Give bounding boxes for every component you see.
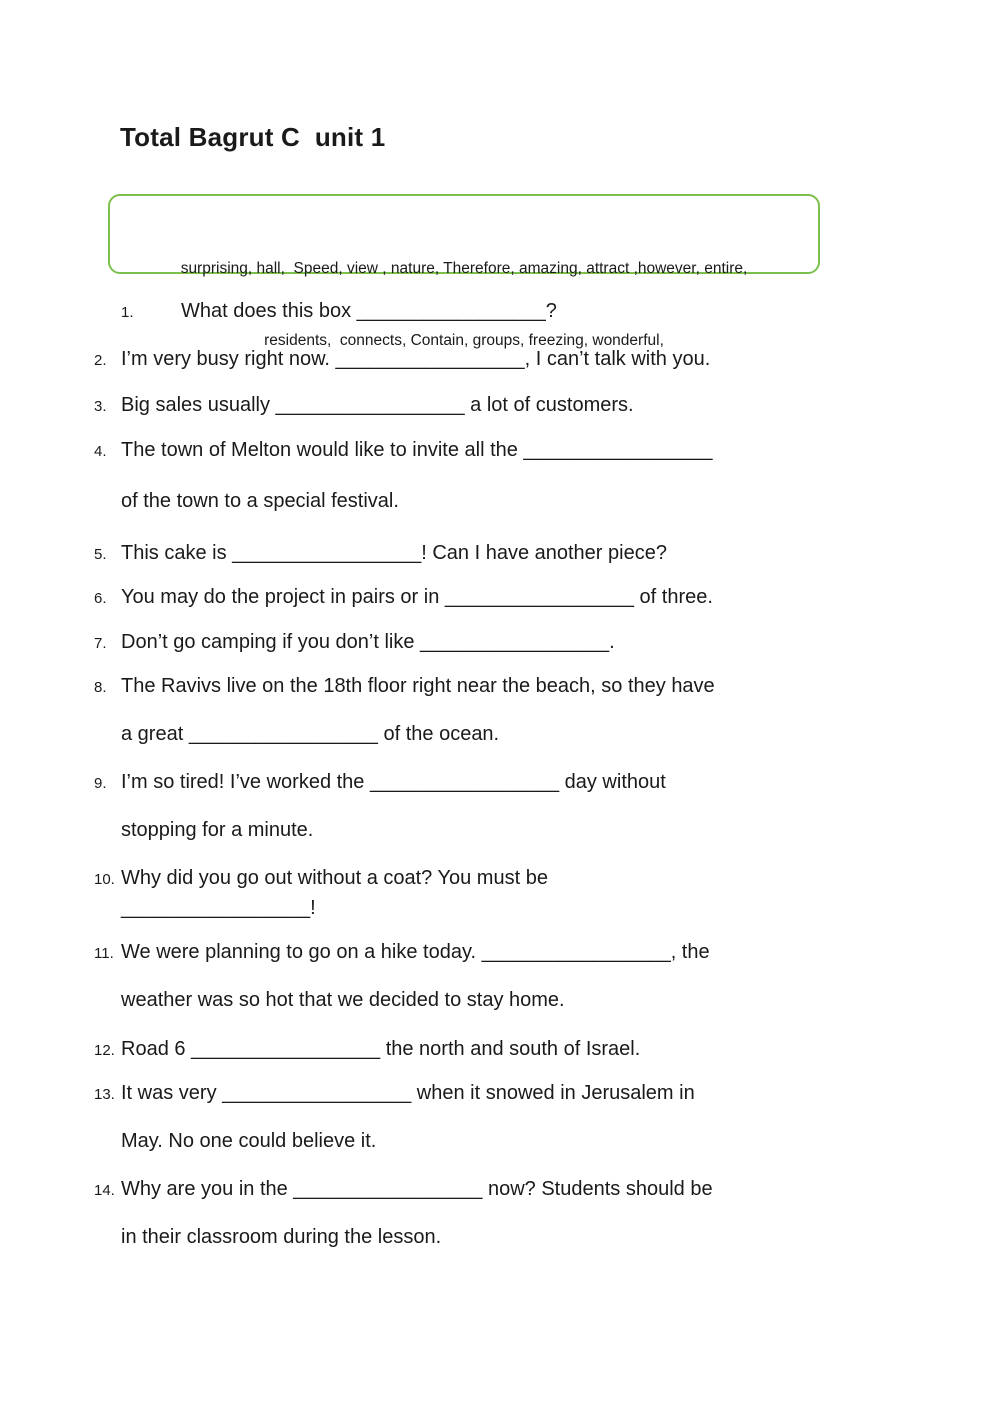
question-number: 1. <box>121 304 134 321</box>
question-number: 8. <box>94 679 107 696</box>
question-number: 9. <box>94 775 107 792</box>
question-text: Why did you go out without a coat? You must be <box>121 867 548 889</box>
question-number: 6. <box>94 590 107 607</box>
question-number: 4. <box>94 443 107 460</box>
word-bank-line-1: surprising, hall, Speed, view , nature, Therefore, amazing, attract ,however, entire, <box>180 260 748 277</box>
question-number: 2. <box>94 352 107 369</box>
question-text: This cake is _________________! Can I have another piece? <box>121 542 667 564</box>
question-text: We were planning to go on a hike today. _________________, the <box>121 941 710 963</box>
page-title: Total Bagrut C unit 1 <box>120 122 386 152</box>
question-text: Why are you in the _________________ now? Students should be <box>121 1178 713 1200</box>
question-text: It was very _________________ when it snowed in Jerusalem in <box>121 1082 695 1104</box>
question-number: 10. <box>94 871 115 888</box>
question-text: I’m very busy right now. _________________, I can’t talk with you. <box>121 348 711 370</box>
question-text-continued: a great _________________ of the ocean. <box>121 723 500 745</box>
question-text: You may do the project in pairs or in _________________ of three. <box>121 586 713 608</box>
question-text-continued: _________________! <box>121 897 316 919</box>
question-text: Road 6 _________________ the north and south of Israel. <box>121 1038 641 1060</box>
question-text-continued: in their classroom during the lesson. <box>121 1226 442 1248</box>
question-number: 5. <box>94 546 107 563</box>
question-text: Don’t go camping if you don’t like _________________. <box>121 631 615 653</box>
question-text: Big sales usually _________________ a lot of customers. <box>121 394 634 416</box>
question-text-continued: stopping for a minute. <box>121 819 314 841</box>
question-text: What does this box _________________? <box>181 300 557 322</box>
question-number: 14. <box>94 1182 115 1199</box>
question-text: The town of Melton would like to invite all the _________________ <box>121 439 713 461</box>
question-number: 7. <box>94 635 107 652</box>
question-number: 12. <box>94 1042 115 1059</box>
question-number: 11. <box>94 945 114 962</box>
question-number: 3. <box>94 398 107 415</box>
question-text-continued: May. No one could believe it. <box>121 1130 377 1152</box>
question-text: I’m so tired! I’ve worked the _________________ day without <box>121 771 666 793</box>
question-text-continued: of the town to a special festival. <box>121 490 399 512</box>
question-text-continued: weather was so hot that we decided to stay home. <box>121 989 565 1011</box>
question-text: The Ravivs live on the 18th floor right near the beach, so they have <box>121 675 715 697</box>
question-number: 13. <box>94 1086 115 1103</box>
word-bank-line-2: residents, connects, Contain, groups, freezing, wonderful, <box>264 332 664 349</box>
